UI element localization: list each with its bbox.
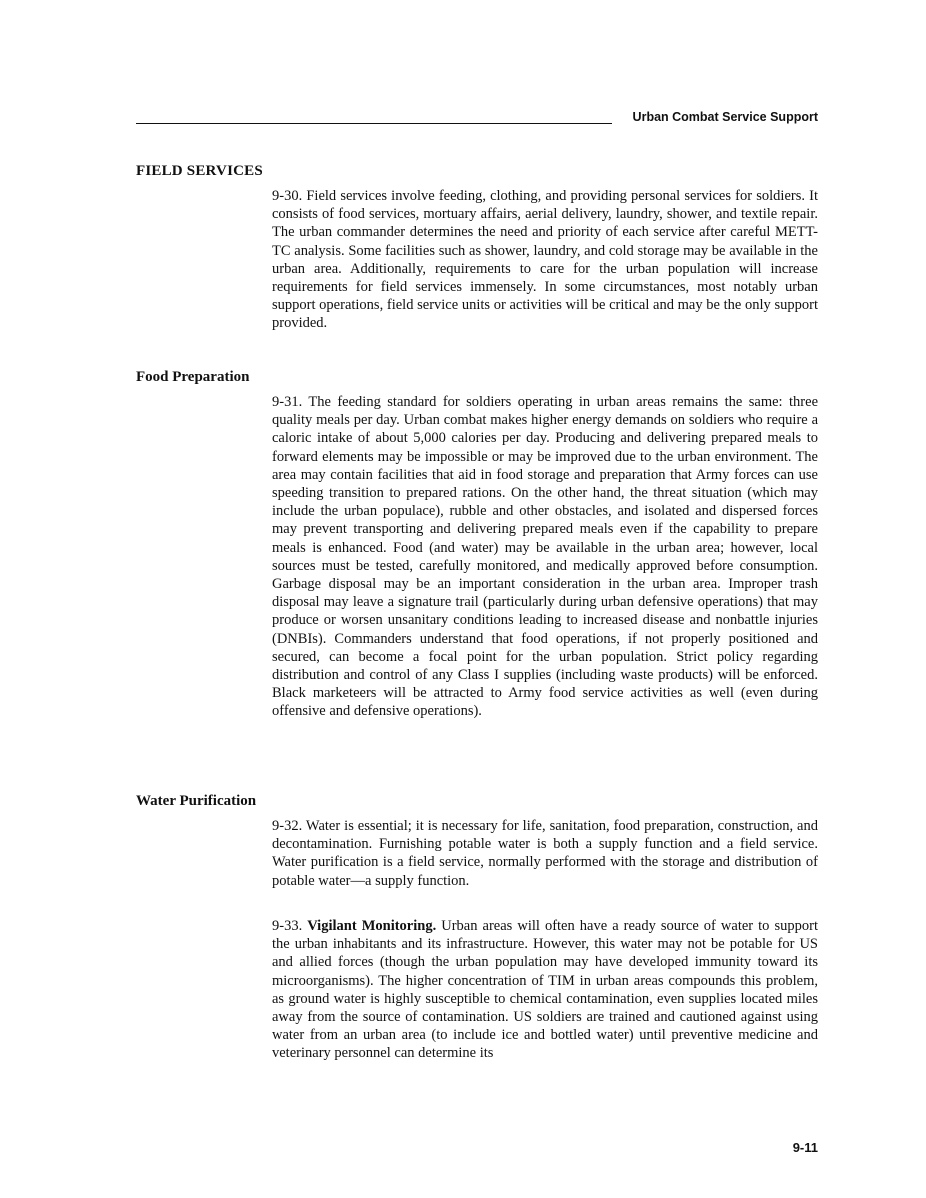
heading-field-services: FIELD SERVICES	[136, 163, 263, 179]
paragraph-number: 9-33.	[272, 918, 308, 934]
page-number: 9-11	[792, 1140, 818, 1155]
paragraph-9-31: 9-31. The feeding standard for soldiers operating in urban areas remains the same: three quality meals per day. Urban combat makes higher energy demands on soldiers who require a caloric intake of about 5,000 calories per day. Producing and delivering prepared meals to forward elements may be impossible or may be improved due to the urban environment. The area may contain facilities that aid in food storage and preparation that Army forces can use speeding transition to prepared rations. On the other hand, the threat situation (which may include the urban populace), rubble and other obstacles, and isolated and dispersed forces may prevent transporting and delivering prepared meals even if the capability to prepare meals is enhanced. Food (and water) may be available in the urban area; however, local sources must be tested, carefully monitored, and medically approved before consumption. Garbage disposal may be an important consideration in the urban area. Improper trash disposal may leave a signature trail (particularly during urban defensive operations) that may produce or worsen unsanitary conditions leading to increased disease and nonbattle injuries (DNBIs). Commanders understand that food operations, if not properly positioned and secured, can become a focal point for the urban population. Strict policy regarding distribution and control of any Class I supplies (including waste products) will be enforced. Black marketeers will be attracted to Army food service activities as well (even during offensive and defensive operations).	[272, 394, 818, 720]
header-rule	[136, 123, 612, 124]
heading-food-preparation: Food Preparation	[136, 369, 250, 385]
paragraph-9-33	[272, 917, 818, 1063]
header-title: Urban Combat Service Support	[632, 110, 818, 124]
paragraph-lead-in: Vigilant Monitoring.	[307, 918, 437, 934]
paragraph-body: Urban areas will often have a ready source of water to support the urban inhabitants and its infrastructure. However, this water may not be potable for US and allied forces (though the urban population may have developed immunity toward its microorganisms). The higher concentration of TIM in urban areas compounds this problem, as ground water is highly susceptible to chemical contamination, even supplies located miles away from the source of contamination. US soldiers are trained and cautioned against using water from an urban area (to include ice and bottled water) until preventive medicine and veterinary personnel can determine its	[272, 918, 818, 1062]
heading-water-purification: Water Purification	[136, 793, 257, 809]
paragraph-9-32: 9-32. Water is essential; it is necessary for life, sanitation, food preparation, construction, and decontamination. Furnishing potable water is both a supply function and a field service. Water purification is a field service, normally performed with the storage and distribution of potable water—a supply function.	[272, 818, 818, 889]
paragraph-9-30: 9-30. Field services involve feeding, clothing, and providing personal services for soldiers. It consists of food services, mortuary affairs, aerial delivery, laundry, shower, and textile repair. The urban commander determines the need and priority of each service after careful METT-TC analysis. Some facilities such as shower, laundry, and cold storage may be available in the urban area. Additionally, requirements to care for the urban population will increase requirements for field services immensely. In some circumstances, most notably urban support operations, field service units or activities will be critical and may be the only support provided.	[272, 188, 818, 332]
